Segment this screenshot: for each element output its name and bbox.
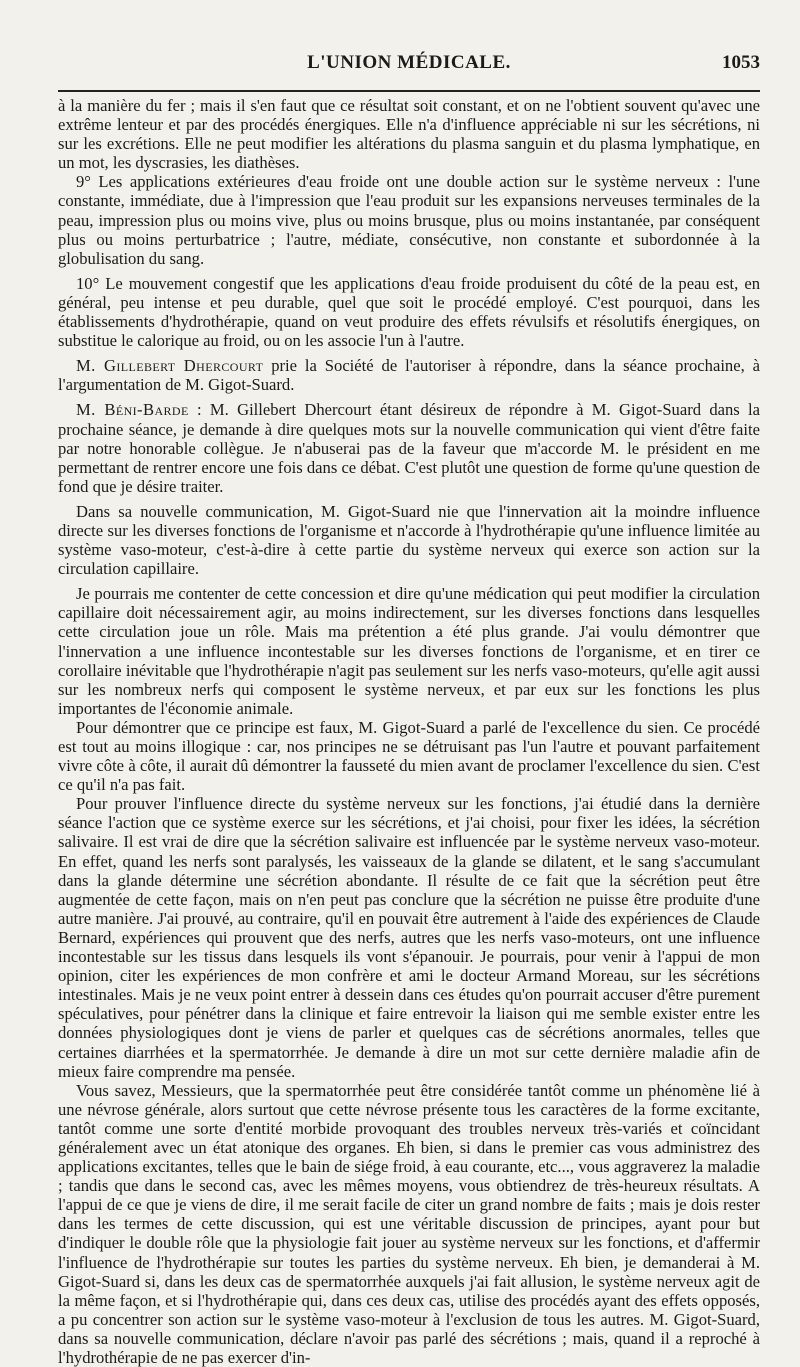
paragraph <box>58 400 760 495</box>
paragraph-text: : M. Gillebert Dhercourt étant désireux de répondre à M. Gigot-Suard dans la prochaine séance, je demande à dire quelques mots sur la nouvelle communication qui vient d'être faite par notre honorable collègue. Je n'abuserai pas de la faveur que m'accorde M. le président en me permettant de rentrer encore une fois dans ce débat. C'est plutôt une question de forme qu'une question de fond que je désire traiter. <box>58 400 760 496</box>
page-number: 1053 <box>722 52 760 73</box>
speaker-name: M. Béni-Barde <box>76 400 189 420</box>
paragraph: Vous savez, Messieurs, que la spermatorrhée peut être considérée tantôt comme un phénomène lié à une névrose générale, alors surtout que cette névrose présente tous les caractères de la forme excitante, tantôt comme une sorte d'entité morbide provoquant des troubles nerveux très-variés et coïncidant généralement avec un état atonique des organes. Eh bien, si dans le premier cas vous administrez des applications excitantes, telles que le bain de siége froid, à eau courante, etc..., vous aggraverez la maladie ; tandis que dans le second cas, avec les mêmes moyens, vous obtiendrez de très-heureux résultats. A l'appui de ce que je viens de dire, il me serait facile de citer un grand nombre de faits ; mais je dois rester dans les termes de cette discussion, qui est une véritable discussion de principes, ayant pour but d'indiquer le double rôle que la physiologie fait jouer au système nerveux sur les fonctions, et d'affermir l'influence de l'hydrothérapie sur toutes les parties du système nerveux. Eh bien, je demanderai à M. Gigot-Suard si, dans les deux cas de spermatorrhée auxquels j'ai fait allusion, le système nerveux agit de la même façon, et si l'hydrothérapie qui, dans ces deux cas, utilise des procédés ayant des effets opposés, a pu concentrer son action sur le système vaso-moteur à l'exclusion de tous les autres. M. Gigot-Suard, dans sa nouvelle communication, déclare n'avoir pas parlé des sécrétions ; mais, quand il a reproché à l'hydrothérapie de ne pas exercer d'in- <box>58 1080 760 1367</box>
journal-title: L'UNION MÉDICALE. <box>307 52 511 73</box>
running-header <box>58 52 760 82</box>
paragraph: Je pourrais me contenter de cette concession et dire qu'une médication qui peut modifier la circulation capillaire doit nécessairement agir, au moins indirectement, sur les diverses fonctions dans lesquelles cette circulation joue un rôle. Mais ma prétention a été plus grande. J'ai voulu démontrer que l'innervation a une influence incontestable sur les diverses fonctions de l'organisme, et en tirer ce corollaire inévitable que l'hydrothérapie n'agit pas seulement sur les nerfs vaso-moteurs, qu'elle agit aussi sur les nombreux nerfs qui composent le système nerveux, et par eux sur les fonctions les plus importantes de l'économie animale. <box>58 584 760 718</box>
header-rule <box>58 90 760 92</box>
paragraph: Pour démontrer que ce principe est faux, M. Gigot-Suard a parlé de l'excellence du sien. Ce procédé est tout au moins illogique : car, nos principes ne se détruisant pas l'un l'autre et pouvant parfaitement vivre côte à côte, il aurait dû démontrer la fausseté du mien avant de proclamer l'excellence du sien. C'est ce qu'il n'a pas fait. <box>58 717 760 795</box>
paragraph <box>58 356 760 394</box>
paragraph: 10° Le mouvement congestif que les applications d'eau froide produisent du côté de la peau est, en général, peu intense et peu durable, quel que soit le procédé employé. C'est pourquoi, dans les établissements d'hydrothérapie, quand on veut produire des effets révulsifs et résolutifs énergiques, on substitue le calorique au froid, ou on les associe l'un à l'autre. <box>58 273 760 351</box>
paragraph: Pour prouver l'influence directe du système nerveux sur les fonctions, j'ai étudié dans la dernière séance l'action que ce système exerce sur les sécrétions, et j'ai choisi, pour fixer les idées, la sécrétion salivaire. Il est vrai de dire que la sécrétion salivaire est influencée par le système nerveux vaso-moteur. En effet, quand les nerfs sont paralysés, les vaisseaux de la glande se dilatent, et le sang s'accumulant dans la glande détermine une sécrétion abondante. Il résulte de ce fait que la sécrétion peut être augmentée de cette façon, mais on n'en peut pas conclure que la sécrétion ne puisse être produite d'une autre manière. J'ai prouvé, au contraire, qu'il en pouvait être autrement à l'aide des expériences de Claude Bernard, expériences qui prouvent que des nerfs, autres que les nerfs vaso-moteurs, ont une influence incontestable sur les tissus dans lesquels ils vont s'épanouir. Je pourrais, pour venir à l'appui de mon opinion, citer les expériences de mon confrère et ami le docteur Armand Moreau, sur les sécrétions intestinales. Mais je ne veux point entrer à dessein dans ces études qu'on pourrait accuser d'être purement spéculatives, pour pénétrer dans la clinique et faire entrevoir la liaison qui me semble exister entre les données physiologiques dont je viens de parler et quelques cas de sécrétions anormales, telles que certaines diarrhées et la spermatorrhée. Je demande à dire un mot sur cette dernière maladie afin de mieux faire comprendre ma pensée. <box>58 794 760 1081</box>
article-body <box>58 96 760 1367</box>
paragraph: à la manière du fer ; mais il s'en faut que ce résultat soit constant, et on ne l'obtient souvent qu'avec une extrême lenteur et par des procédés énergiques. Elle n'a d'influence appréciable ni sur les sécrétions, ni sur les excrétions. Elle ne peut modifier les altérations du plasma sanguin et du plasma lymphatique, en un mot, les dyscrasies, les diathèses. <box>58 96 760 173</box>
paragraph: 9° Les applications extérieures d'eau froide ont une double action sur le système nerveux : l'une constante, immédiate, due à l'impression que l'eau produit sur les expansions nerveuses terminales de la peau, impression plus ou moins vive, plus ou moins brusque, plus ou moins instantanée, par conséquent plus ou moins perturbatrice ; l'autre, médiate, consécutive, non constante et subordonnée à la globulisation du sang. <box>58 172 760 268</box>
paragraph-text: prie la Société de l'autoriser à répondre, dans la séance prochaine, à l'argumentation de M. Gigot-Suard. <box>58 356 760 395</box>
paragraph: Dans sa nouvelle communication, M. Gigot-Suard nie que l'innervation ait la moindre influence directe sur les diverses fonctions de l'organisme et n'accorde à l'hydrothérapie qu'une influence limitée au système vaso-moteur, c'est-à-dire à cette partie du système nerveux qui exerce son action sur la circulation capillaire. <box>58 501 760 579</box>
speaker-name: M. Gillebert Dhercourt <box>76 356 264 376</box>
